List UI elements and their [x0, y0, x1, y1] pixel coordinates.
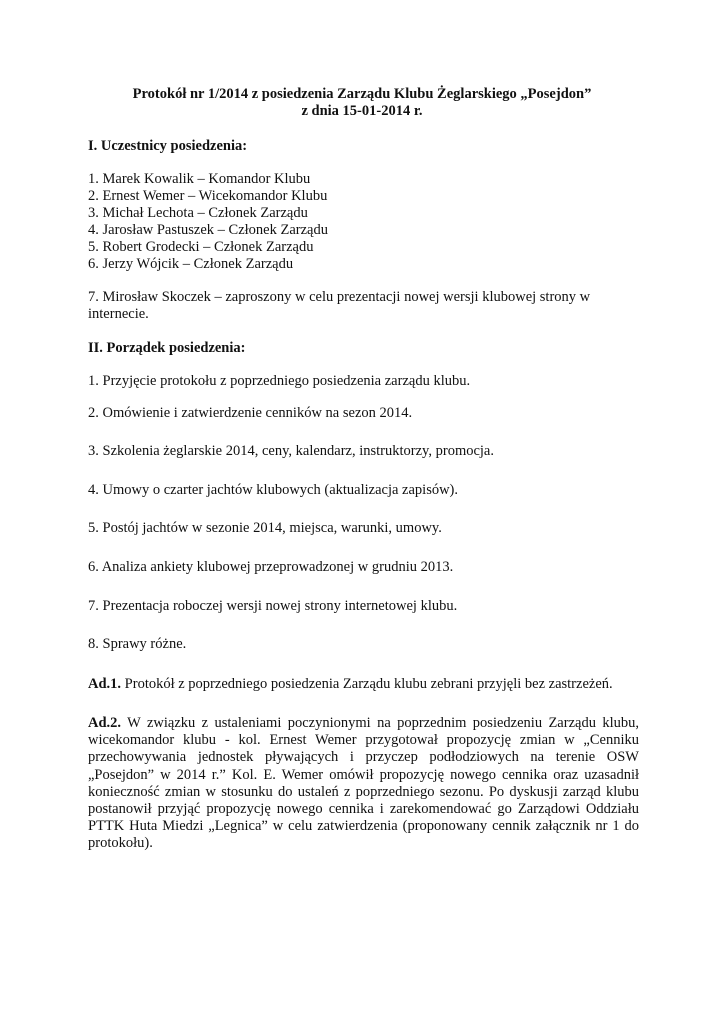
participant-item: 3. Michał Lechota – Członek Zarządu	[88, 205, 308, 221]
ad1-text: Protokół z poprzedniego posiedzenia Zarządu klubu zebrani przyjęli bez zastrzeżeń.	[121, 676, 613, 692]
participant-item: 1. Marek Kowalik – Komandor Klubu	[88, 171, 311, 187]
participant-item: 5. Robert Grodecki – Członek Zarządu	[88, 239, 314, 255]
ad2-label: Ad.2.	[88, 715, 122, 731]
agenda-item: 7. Prezentacja roboczej wersji nowej strony internetowej klubu.	[88, 598, 458, 614]
participant-item: 2. Ernest Wemer – Wicekomandor Klubu	[88, 188, 328, 204]
document-title: Protokół nr 1/2014 z posiedzenia Zarządu Klubu Żeglarskiego „Posejdon”	[132, 86, 592, 102]
agenda-item: 4. Umowy o czarter jachtów klubowych (aktualizacja zapisów).	[88, 482, 459, 498]
ad2-text: W związku z ustaleniami poczynionymi na poprzednim posiedzeniu Zarządu klubu, wicekomandor klubu - kol. Ernest Wemer przygotował propozycję zmian w „Cenniku przechowywania jednostek pływających i przyczep podłodziowych na terenie OSW „Posejdon” w 2014 r.” Kol. E. Wemer omówił propozycję nowego cennika oraz uzasadnił konieczność zmian w stosunku do ustaleń z poprzedniego sezonu. Po dyskusji zarząd klubu postanowił przyjąć propozycję nowego cennika i zarekomendować go Zarządowi Oddziału PTTK Huta Miedzi „Legnica” w celu zatwierdzenia (proponowany cennik załącznik nr 1 do protokołu).	[88, 715, 639, 852]
agenda-item: 8. Sprawy różne.	[88, 636, 187, 652]
agenda-item: 5. Postój jachtów w sezonie 2014, miejsca, warunki, umowy.	[88, 520, 442, 536]
agenda-item: 1. Przyjęcie protokołu z poprzedniego posiedzenia zarządu klubu.	[88, 373, 471, 389]
agenda-item: 2. Omówienie i zatwierdzenie cenników na sezon 2014.	[88, 405, 413, 421]
participant-guest: 7. Mirosław Skoczek – zaproszony w celu prezentacji nowej wersji klubowej strony w internecie.	[88, 289, 591, 323]
participant-item: 4. Jarosław Pastuszek – Członek Zarządu	[88, 222, 328, 238]
participant-item: 6. Jerzy Wójcik – Członek Zarządu	[88, 256, 294, 272]
document-date: z dnia 15-01-2014 r.	[301, 103, 423, 119]
agenda-item: 6. Analiza ankiety klubowej przeprowadzonej w grudniu 2013.	[88, 559, 454, 575]
participants-heading: I. Uczestnicy posiedzenia:	[88, 138, 248, 154]
ad1-paragraph	[88, 676, 613, 693]
ad2-paragraph	[88, 715, 639, 853]
agenda-heading: II. Porządek posiedzenia:	[88, 340, 246, 356]
agenda-item: 3. Szkolenia żeglarskie 2014, ceny, kalendarz, instruktorzy, promocja.	[88, 443, 494, 459]
ad1-label: Ad.1.	[88, 676, 122, 692]
